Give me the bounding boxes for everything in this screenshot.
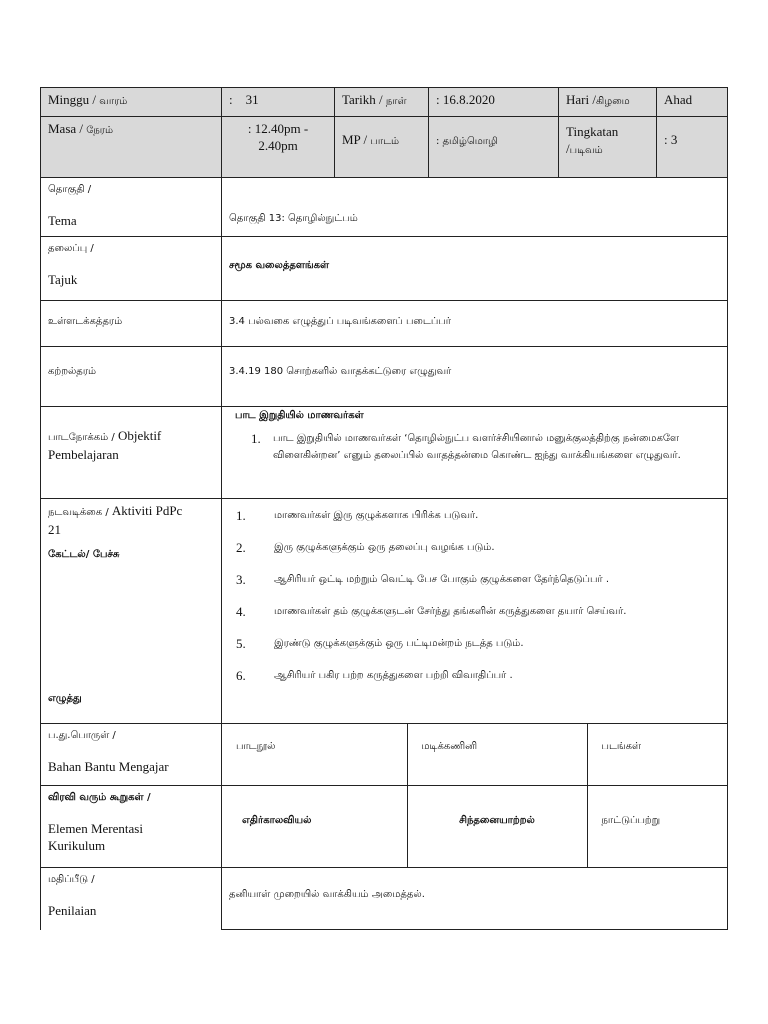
emk-tamil: விரவி வரும் கூறுகள் / — [48, 792, 151, 803]
tema-label-cell — [41, 178, 222, 237]
activity-number: 6. — [236, 668, 246, 683]
penilaian-value: தனியாள் முறையில் வாக்கியம் அமைத்தல். — [229, 889, 425, 900]
sp-tamil: கற்றல்தரம் — [48, 366, 97, 377]
bbm-item-laptop: மடிக்கணினி — [407, 724, 587, 785]
penilaian-label-cell — [41, 868, 222, 930]
objektif-item-num: 1. — [251, 431, 261, 446]
sp-label-cell — [41, 347, 222, 407]
activity-item — [236, 603, 720, 621]
objektif-label-cell — [41, 407, 222, 499]
aktiviti-label-1: Aktiviti PdPc — [111, 503, 183, 518]
aktiviti-row — [41, 499, 728, 724]
tarikh-label: Tarikh / — [342, 92, 386, 107]
objektif-label-2: Pembelajaran — [48, 447, 119, 462]
emk-value-cell — [222, 786, 728, 868]
minggu-tamil: வாரம் — [99, 96, 128, 107]
activity-item — [236, 507, 720, 525]
tingkatan-cell — [559, 117, 657, 178]
aktiviti-label-cell — [41, 499, 222, 724]
aktiviti-label-2: 21 — [48, 522, 61, 537]
objektif-tamil: பாடநோக்கம் / — [48, 432, 118, 443]
masa-value-cell — [222, 117, 335, 178]
tingkatan-label-1: Tingkatan — [566, 124, 619, 139]
ss-row — [41, 301, 728, 347]
ss-label-cell — [41, 301, 222, 347]
objektif-value-cell — [222, 407, 728, 499]
tajuk-tamil: தலைப்பு / — [48, 243, 94, 254]
penilaian-tamil: மதிப்பீடு / — [48, 874, 95, 885]
tarikh-tamil: நாள் — [385, 96, 407, 107]
bbm-value-cell — [222, 724, 728, 786]
bbm-inner-table — [222, 724, 727, 785]
tingkatan-label-2: / — [566, 141, 570, 156]
tema-label: Tema — [48, 213, 77, 228]
objektif-item — [251, 430, 720, 464]
activity-number: 4. — [236, 604, 246, 619]
activity-number: 2. — [236, 540, 246, 555]
objektif-item-text: பாட இறுதியில் மாணவர்கள் ‘தொழில்நுட்ப வளர்ச்சியினால் மனுக்குலத்திற்கு நன்மைகளே விளைகின்றன’ எனும் தலைப்பில் வாதத்தன்மை கொண்ட ஐந்து வாக்கியங்களை எழுதுவர். — [273, 433, 681, 461]
mp-cell — [335, 117, 429, 178]
sp-value-cell — [222, 347, 728, 407]
tema-value-cell — [222, 178, 728, 237]
tarikh-cell — [335, 88, 429, 117]
mp-tamil: பாடம் — [370, 136, 400, 147]
emk-item-future: எதிர்காலவியல் — [242, 815, 312, 826]
activity-item — [236, 571, 720, 589]
penilaian-value-cell — [222, 868, 728, 930]
bbm-label-cell — [41, 724, 222, 786]
activity-item — [236, 539, 720, 557]
activity-item — [236, 667, 720, 685]
masa-value-2: 2.40pm — [258, 138, 298, 153]
emk-item-thinking: சிந்தனையாற்றல் — [407, 786, 587, 867]
tajuk-row — [41, 237, 728, 301]
aktiviti-tamil: நடவடிக்கை / — [48, 507, 112, 518]
minggu-cell — [41, 88, 222, 117]
header-row-1 — [41, 88, 728, 117]
emk-inner-table — [222, 786, 727, 867]
lesson-plan — [40, 87, 727, 930]
penilaian-label: Penilaian — [48, 903, 97, 918]
mp-value-text: : தமிழ்மொழி — [436, 136, 498, 147]
emk-row — [41, 786, 728, 868]
masa-value-1: : 12.40pm - — [247, 121, 309, 136]
activity-number: 5. — [236, 636, 246, 651]
activity-text: ஆசிரியர் ஒட்டி மற்றும் வெட்டி பேச போகும் குழுக்களை தேர்ந்தெடுப்பர் . — [274, 574, 610, 585]
emk-item-patriotism: நாட்டுப்பற்று — [587, 786, 727, 867]
masa-cell — [41, 117, 222, 178]
bbm-label: Bahan Bantu Mengajar — [48, 759, 169, 774]
tema-tamil: தொகுதி / — [48, 184, 92, 195]
activity-text: மாணவர்கள் தம் குழுக்களுடன் சேர்ந்து தங்களின் கருத்துகளை தயார் செய்வர். — [274, 606, 627, 617]
emk-label-1: Elemen Merentasi — [48, 821, 143, 836]
activity-text: ஆசிரியர் பகிர பற்ற கருத்துகளை பற்றி விவாதிப்பர் . — [274, 670, 513, 681]
ss-value-cell — [222, 301, 728, 347]
masa-tamil: நேரம் — [86, 125, 114, 136]
bbm-tamil: ப.து.பொருள் / — [48, 730, 116, 741]
activity-number: 3. — [236, 572, 246, 587]
activity-list — [236, 507, 720, 685]
activity-number: 1. — [236, 508, 246, 523]
tarikh-value: : 16.8.2020 — [429, 88, 559, 117]
tajuk-label-cell — [41, 237, 222, 301]
penilaian-row — [41, 868, 728, 930]
tajuk-value: சமூக வலைத்தளங்கள் — [229, 260, 330, 271]
ss-tamil: உள்ளடக்கத்தரம் — [48, 316, 123, 327]
header-row-2 — [41, 117, 728, 178]
activity-item — [236, 635, 720, 653]
emk-label-cell — [41, 786, 222, 868]
objektif-head: பாட இறுதியில் மாணவர்கள் — [235, 410, 364, 421]
objektif-label-1: Objektif — [117, 428, 162, 443]
bbm-item-textbook: பாடநூல் — [236, 741, 276, 752]
aktiviti-sub-writing: எழுத்து — [48, 693, 82, 704]
tingkatan-tamil: படிவம் — [569, 145, 603, 156]
emk-label-2: Kurikulum — [48, 838, 106, 853]
masa-label: Masa / — [48, 121, 87, 136]
lesson-plan-table — [40, 87, 728, 930]
bbm-row — [41, 724, 728, 786]
hari-tamil: கிழமை — [595, 96, 630, 107]
activity-text: மாணவர்கள் இரு குழுக்களாக பிரிக்க படுவர். — [274, 510, 479, 521]
sp-value: 3.4.19 180 சொற்களில் வாதக்கட்டுரை எழுதுவர் — [229, 366, 452, 377]
minggu-label: Minggu / — [48, 92, 100, 107]
activity-text: இரு குழுக்களுக்கும் ஒரு தலைப்பு வழங்க படும். — [274, 542, 495, 553]
bbm-item-pictures: படங்கள் — [587, 724, 727, 785]
tema-row — [41, 178, 728, 237]
mp-value — [429, 117, 559, 178]
sp-row — [41, 347, 728, 407]
minggu-value: : 31 — [222, 88, 335, 117]
hari-label: Hari / — [566, 92, 596, 107]
tingkatan-value: : 3 — [657, 117, 728, 178]
mp-label: MP / — [342, 132, 371, 147]
tajuk-label: Tajuk — [48, 272, 78, 287]
aktiviti-sub-listening: கேட்டல்/ பேச்சு — [48, 549, 120, 560]
tema-value: தொகுதி 13: தொழில்நுட்பம் — [229, 213, 358, 224]
tajuk-value-cell — [222, 237, 728, 301]
hari-value: Ahad — [657, 88, 728, 117]
objektif-row — [41, 407, 728, 499]
activity-text: இரண்டு குழுக்களுக்கும் ஒரு பட்டிமன்றம் நடத்த படும். — [274, 638, 524, 649]
ss-value: 3.4 பல்வகை எழுத்துப் படிவங்களைப் படைப்பர் — [229, 316, 451, 327]
aktiviti-value-cell — [222, 499, 728, 724]
hari-cell — [559, 88, 657, 117]
